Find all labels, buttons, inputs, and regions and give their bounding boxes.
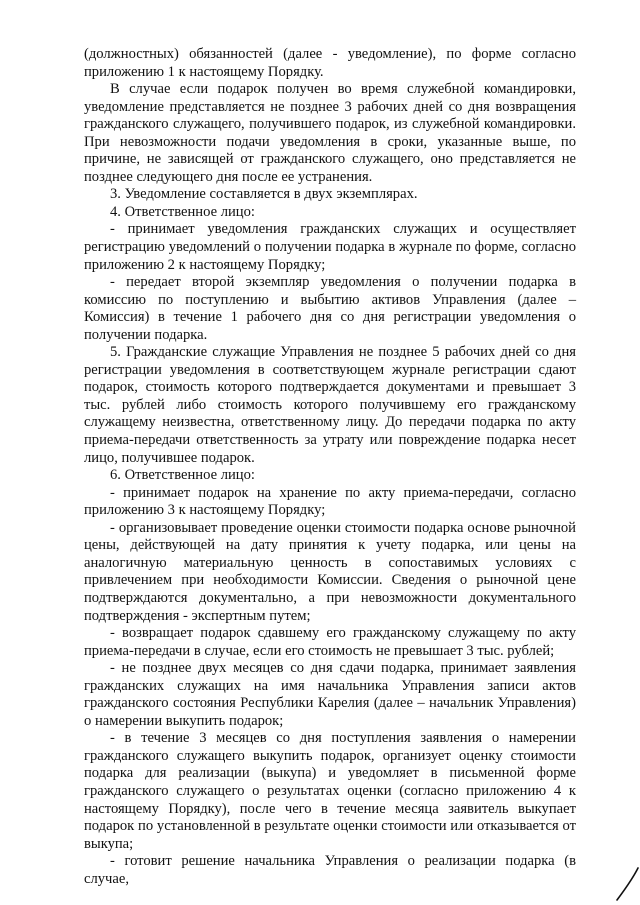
- document-page: [84, 46, 576, 888]
- paragraph-duty-storage: - принимает подарок на хранение по акту приема-передачи, согласно приложению 3 к настоящему Порядку;: [84, 484, 576, 519]
- paragraph-duty-return: - возвращает подарок сдавшему его гражданскому служащему по акту приема-передачи в случае, если его стоимость не превышает 3 тыс. рублей;: [84, 625, 576, 659]
- paragraph-duty-register: - принимает уведомления гражданских служащих и осуществляет регистрацию уведомлений о получении подарка в журнале по форме, согласно приложению 2 к настоящему Порядку;: [84, 221, 576, 273]
- paragraph-item-5: 5. Гражданские служащие Управления не позднее 5 рабочих дней со дня регистрации уведомления в соответствующем журнале регистрации сдают подарок, стоимость которого подтверждается документами и превышает 3 тыс. рублей либо стоимость которого получившему его гражданскому служащему неизвестна, ответственному лицу. До передачи подарка по акту приема-передачи ответственность за утрату или повреждение подарка несет лицо, получившее подарок.: [84, 344, 576, 466]
- paragraph-business-trip: В случае если подарок получен во время служебной командировки, уведомление представляется не позднее 3 рабочих дней со дня возвращения гражданского служащего, получившего подарок, из служебной командировки. При невозможности подачи уведомления в сроки, указанные выше, по причине, не зависящей от гражданского служащего, оно представляется не позднее следующего дня после ее устранения.: [84, 81, 576, 185]
- paragraph-duty-buyout: - в течение 3 месяцев со дня поступления заявления о намерении гражданского служащего выкупить подарок, организует оценку стоимости подарка для реализации (выкупа) и уведомляет в письменной форме гражданского служащего о результатах оценки (согласно приложению 4 к настоящему Порядку), после чего в течение месяца заявитель выкупает подарок по установленной в результате оценки стоимости или отказывается от выкупа;: [84, 730, 576, 852]
- paragraph-duty-decision: - готовит решение начальника Управления о реализации подарка (в случае,: [84, 853, 576, 887]
- paragraph-duty-transfer: - передает второй экземпляр уведомления о получении подарка в комиссию по поступлению и выбытию активов Управления (далее – Комиссия) в течение 1 рабочего дня со дня регистрации уведомления о получении подарка.: [84, 274, 576, 343]
- paragraph-item-4: 4. Ответственное лицо:: [110, 203, 255, 220]
- paragraph-item-6: 6. Ответственное лицо:: [110, 467, 255, 484]
- paragraph-item-3: 3. Уведомление составляется в двух экземплярах.: [110, 186, 418, 203]
- paragraph-duty-valuation: - организовывает проведение оценки стоимости подарка основе рыночной цены, действующей на дату принятия к учету подарка, или цены на аналогичную материальную ценность в сопоставимых условиях с привлечением при необходимости Комиссии. Сведения о рыночной цене подтверждаются документально, а при невозможности документального подтверждения - экспертным путем;: [84, 519, 576, 624]
- pen-stroke-mark: [611, 866, 640, 902]
- paragraph-notification-form: (должностных) обязанностей (далее - уведомление), по форме согласно приложению 1 к настоящему Порядку.: [84, 46, 576, 80]
- paragraph-duty-applications: - не позднее двух месяцев со дня сдачи подарка, принимает заявления гражданских служащих на имя начальника Управления записи актов гражданского состояния Республики Карелия (далее – начальник Управления) о намерении выкупить подарок;: [84, 660, 576, 729]
